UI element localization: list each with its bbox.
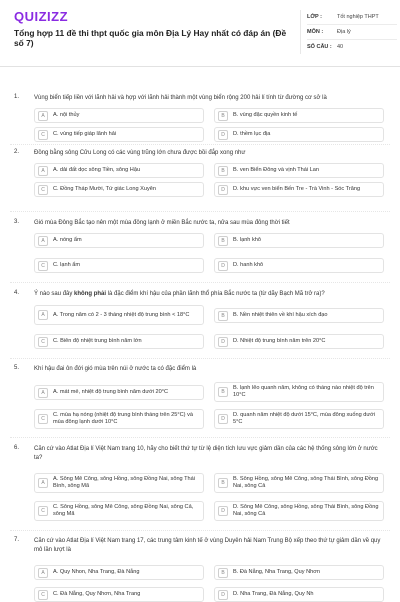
option-text: C. mùa hạ nóng (nhiệt độ trung bình tháng trên 25°C) và mùa đông lạnh dưới 10°C [53,412,193,425]
option-text: C. lạnh ẩm [53,262,81,268]
meta-row-subject [307,25,397,40]
quizizz-logo: QUIZIZZ [14,9,69,24]
option-letter: D [218,185,228,195]
question-number: 6. [14,445,20,451]
option-b[interactable] [214,308,384,323]
option-text: C. Sông Hồng, sông Mê Công, sông Đồng Nai, sông Cả, sông Mã [53,504,194,517]
option-c[interactable] [34,501,204,521]
question-text-emphasis: không phải [74,291,107,297]
option-letter: D [218,261,228,271]
option-text: B. Đà Nẵng, Nha Trang, Quy Nhơn [233,569,320,575]
option-text: D. hanh khô [233,262,264,268]
option-text: A. Quy Nhon, Nha Trang, Đà Nẵng [53,569,140,575]
option-text: A. dải đất dọc sông Tiền, sông Hậu [53,167,141,173]
option-letter: B [218,166,228,176]
meta-table [300,10,397,54]
option-letter: B [218,236,228,246]
option-letter: B [218,387,228,397]
option-letter: A [38,568,48,578]
meta-key: SỐ CÂU : [307,44,332,50]
option-letter: C [38,337,48,347]
question-number: 4. [14,290,20,296]
option-text: B. Nền nhiệt thiên về khí hậu xích đạo [233,312,328,318]
option-c[interactable] [34,409,204,429]
divider [10,437,390,438]
divider [10,211,390,212]
option-letter: C [38,414,48,424]
option-text: D. thềm lục địa [233,131,271,137]
option-text: B. lạnh khô [233,237,261,243]
option-letter: B [218,111,228,121]
option-letter: D [218,337,228,347]
option-text: A. Trong năm có 2 - 3 tháng nhiệt độ trung bình < 18°C [53,311,190,318]
divider [10,358,390,359]
meta-value: 40 [337,44,344,50]
option-a[interactable] [34,473,204,493]
option-a[interactable] [34,305,204,325]
option-text: D. Sông Mê Công, sông Hồng, sông Thái Bình, sông Đồng Nai, sông Cả [233,504,379,517]
option-letter: B [218,311,228,321]
meta-value: Tốt nghiệp THPT [337,14,379,20]
question-number: 1. [14,94,20,100]
page-title: Tổng hợp 11 đề thi thpt quốc gia môn Địa Lý Hay nhất có đáp án (Đề số 7) [14,28,287,48]
meta-key: MÔN : [307,29,324,35]
option-text: C. Biên độ nhiệt trung bình năm lớn [53,338,142,344]
option-letter: A [38,388,48,398]
option-text: C. Đà Nẵng, Quy Nhơn, Nha Trang [53,591,141,597]
option-text: B. lạnh lẽo quanh năm, không có tháng nào nhiệt độ trên 10°C [233,385,374,398]
question-text: Vùng biển tiếp liền với lãnh hải và hợp với lãnh hải thành một vùng biển rộng 200 hải lí tính từ đường cơ sở là [34,95,327,101]
meta-row-count [307,40,397,54]
option-letter: B [218,568,228,578]
option-text: D. khu vực ven biển Bến Tre - Trà Vinh - Sóc Trăng [233,186,361,192]
option-b[interactable] [214,108,384,123]
option-letter: A [38,310,48,320]
question-text-pre: Ý nào sau đây [34,291,75,297]
option-text: A. mát mẻ, nhiệt độ trung bình năm dưới 20°C [53,389,169,395]
option-d[interactable] [214,127,384,142]
option-letter: C [38,130,48,140]
option-letter: A [38,166,48,176]
option-letter: B [218,478,228,488]
meta-row-class [307,10,397,25]
question-number: 7. [14,537,20,543]
option-letter: C [38,590,48,600]
option-d[interactable] [214,501,384,521]
option-letter: D [218,590,228,600]
option-letter: C [38,261,48,271]
option-letter: D [218,130,228,140]
option-letter: A [38,478,48,488]
option-text: D. Nha Trang, Đà Nẵng, Quy Nh [233,591,314,597]
option-c[interactable] [34,258,204,273]
option-text: A. Sông Mê Công, sông Hồng, sông Đồng Nai, sông Thái Bình, sông Mã [53,476,196,489]
question-number: 3. [14,219,20,225]
divider [10,144,390,145]
header [0,0,400,67]
question-text: Khí hậu đai ôn đới gió mùa trên núi ở nước ta có đặc điểm là [34,366,197,372]
option-text: A. nội thủy [53,112,80,118]
option-d[interactable] [214,334,384,349]
option-text: A. nóng ẩm [53,237,82,243]
question-text-post: là đặc điểm khí hậu của phần lãnh thổ phía Bắc nước ta (từ dãy Bạch Mã trở ra)? [106,291,325,297]
option-a[interactable] [34,163,204,178]
meta-value: Địa lý [337,29,351,35]
option-text: D. Nhiệt độ trung bình năm trên 20°C [233,338,326,344]
question-text: Gió mùa Đông Bắc tạo nên một mùa đông lạnh ở miền Bắc nước ta, nửa sau mùa đông thời tiết [34,220,290,226]
option-c[interactable] [34,334,204,349]
option-c[interactable] [34,127,204,142]
option-d[interactable] [214,409,384,429]
option-b[interactable] [214,473,384,493]
meta-key: LỚP : [307,14,322,20]
option-text: B. Sông Hồng, sông Mê Công, sông Thái Bình, sông Đồng Nai, sông Cả [233,476,379,489]
option-letter: C [38,185,48,195]
option-b[interactable] [214,565,384,580]
option-c[interactable] [34,182,204,197]
option-text: C. vùng tiếp giáp lãnh hải [53,131,117,137]
option-letter: C [38,506,48,516]
option-letter: D [218,414,228,424]
option-b[interactable] [214,233,384,248]
option-letter: A [38,236,48,246]
question-text: Căn cứ vào Atlat Địa lí Việt Nam trang 10, hãy cho biết thứ tự từ lệ diện tích lưu vực giảm dần của các hệ thống sông lớn ở nước ta? [34,446,378,461]
question-text: Đồng bằng sông Cửu Long có các vùng trũng lớn chưa được bồi đắp xong như [34,150,246,156]
option-a[interactable] [34,565,204,580]
option-d[interactable] [214,182,384,197]
option-text: B. ven Biển Đông và vịnh Thái Lan [233,167,320,173]
option-a[interactable] [34,385,204,400]
question-number: 5. [14,365,20,371]
divider [10,530,390,531]
option-b[interactable] [214,163,384,178]
option-text: C. Đồng Tháp Mười, Tứ giác Long Xuyên [53,186,156,192]
option-d[interactable] [214,258,384,273]
option-a[interactable] [34,108,204,123]
option-a[interactable] [34,233,204,248]
divider [10,282,390,283]
question-text: Căn cứ vào Atlat Địa lí Việt Nam trang 17, các trung tâm kinh tế ở vùng Duyên hải Nam Trung Bộ xếp theo thứ tự giảm dần về quy mô lần lượt là [34,538,381,553]
option-letter: D [218,506,228,516]
question-number: 2. [14,149,20,155]
question-text [34,290,384,299]
option-text: D. quanh năm nhiệt độ dưới 15°C, mùa đông xuống dưới 5°C [233,412,376,425]
option-b[interactable] [214,382,384,402]
option-text: B. vùng đặc quyền kinh tế [233,112,298,118]
option-letter: A [38,111,48,121]
